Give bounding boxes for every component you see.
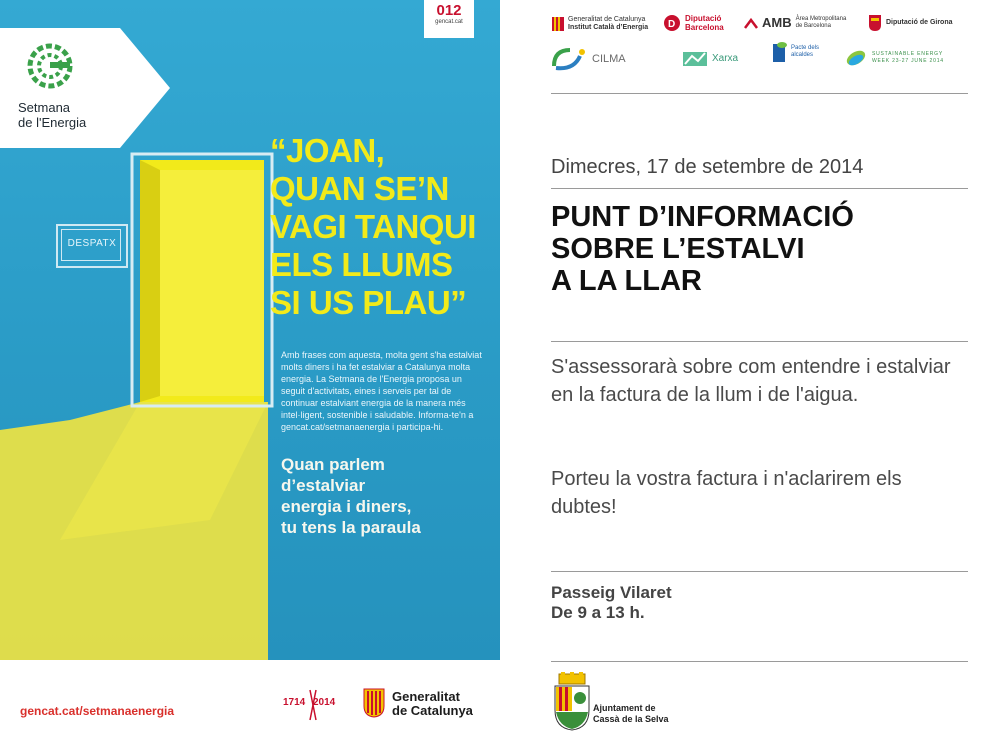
poster-tagline [281, 454, 486, 538]
sustainable-energy-icon [844, 46, 868, 70]
event-hours: De 9 a 13 h. [551, 603, 645, 622]
generalitat-shield-icon [363, 688, 385, 718]
dipbcn-line1: Diputació [685, 14, 722, 23]
pacte-line2: alcaldes [791, 52, 814, 58]
amb-roof-icon [744, 17, 758, 29]
amb-logo [744, 16, 846, 30]
cilma-icon [550, 46, 588, 72]
badge-number: 012 [436, 2, 462, 19]
brand-name-line2: de l'Energia [18, 115, 87, 130]
sew-line1: SUSTAINABLE ENERGY [872, 51, 943, 57]
phone-012-badge [424, 0, 474, 38]
diputacio-barcelona-icon [663, 14, 681, 32]
tagline-line: d’estalviar [281, 476, 366, 495]
cilma-logo [550, 46, 626, 72]
divider [551, 93, 968, 94]
sew-line2: WEEK 23-27 JUNE 2014 [872, 58, 944, 64]
campaign-poster [0, 0, 500, 660]
quote-line: SI US PLAU” [270, 284, 467, 321]
pacte-line1: Pacte dels [791, 45, 820, 51]
quote-line: QUAN SE’N [270, 170, 449, 207]
svg-text:D: D [668, 19, 676, 30]
icaen-shield-icon [552, 17, 564, 31]
generalitat-line1: Generalitat [392, 689, 460, 704]
poster-body-text: Amb frases com aquesta, molta gent s'ha estalviat molts diners i ha fet estalviar a Catalunya molta energia. La Setmana de l'Energia proposa un seguit d'activitats, eines i serveis per tal de continuar estalviant energia de la manera més intel·ligent, sostenible i saludable. Informa-te'n a gencat.cat/setmanaenergia i participa-hi. [281, 350, 482, 432]
event-description: S'assessorarà sobre com entendre i estalviar en la factura de la llum i de l'aigua. [551, 356, 951, 406]
campaign-url[interactable]: gencat.cat/setmanaenergia [20, 704, 175, 718]
icaen-logo [552, 16, 648, 32]
anniv-year-left: 1714 [283, 697, 306, 708]
generalitat-line2: de Catalunya [392, 703, 473, 718]
event-place: Passeig Vilaret [551, 583, 672, 602]
ajuntament-line1: Ajuntament de [593, 703, 656, 713]
tagline-line: energia i diners, [281, 497, 412, 516]
divider [551, 571, 968, 572]
event-location [551, 583, 672, 623]
event-date: Dimecres, 17 de setembre de 2014 [551, 156, 864, 178]
event-call-to-action: Porteu la vostra factura i n'aclarirem els dubtes! [551, 468, 902, 518]
brand-name [18, 100, 138, 130]
cilma-label: CILMA [592, 53, 626, 65]
dipbcn-line2: Barcelona [685, 23, 724, 32]
title-line: SOBRE L’ESTALVI [551, 233, 805, 265]
event-title [551, 201, 854, 297]
divider [551, 188, 968, 189]
xarxa-logo [682, 48, 738, 70]
diputacio-barcelona-logo [663, 14, 724, 32]
door-sign-label: DESPATX [67, 238, 117, 249]
icaen-line2: Institut Català d’Energia [568, 24, 649, 31]
title-line: PUNT D’INFORMACIÓ [551, 201, 854, 233]
poster-quote [270, 132, 490, 322]
dipgirona-label: Diputació de Girona [886, 19, 953, 26]
title-line: A LA LLAR [551, 265, 702, 297]
pacte-alcaldes-logo [771, 40, 819, 64]
divider [551, 661, 968, 662]
setmana-energia-logo-icon [22, 38, 78, 94]
brand-name-line1: Setmana [18, 100, 71, 115]
sustainable-energy-week-logo [844, 46, 944, 70]
tagline-line: tu tens la paraula [281, 518, 421, 537]
amb-sub-line2: de Barcelona [795, 23, 831, 29]
ajuntament-line2: Cassà de la Selva [593, 714, 669, 724]
tagline-line: Quan parlem [281, 455, 385, 474]
quote-line: ELS LLUMS [270, 246, 453, 283]
xarxa-label: Xarxa [712, 53, 739, 64]
amb-label: AMB [762, 15, 792, 30]
anniv-year-right: 2014 [313, 697, 336, 708]
pacte-leaf-icon [771, 40, 787, 64]
quote-line: “JOAN, [270, 132, 385, 169]
amb-sub-line1: Àrea Metropolitana [795, 16, 847, 22]
diputacio-girona-shield-icon [868, 14, 882, 32]
generalitat-name [392, 690, 473, 718]
diputacio-girona-logo [868, 14, 953, 32]
badge-sub: gencat.cat [435, 19, 463, 25]
ajuntament-name [593, 703, 669, 725]
icaen-line1: Generalitat de Catalunya [568, 16, 646, 23]
quote-line: VAGI TANQUI [270, 208, 476, 245]
xarxa-icon [682, 48, 708, 70]
divider [551, 341, 968, 342]
